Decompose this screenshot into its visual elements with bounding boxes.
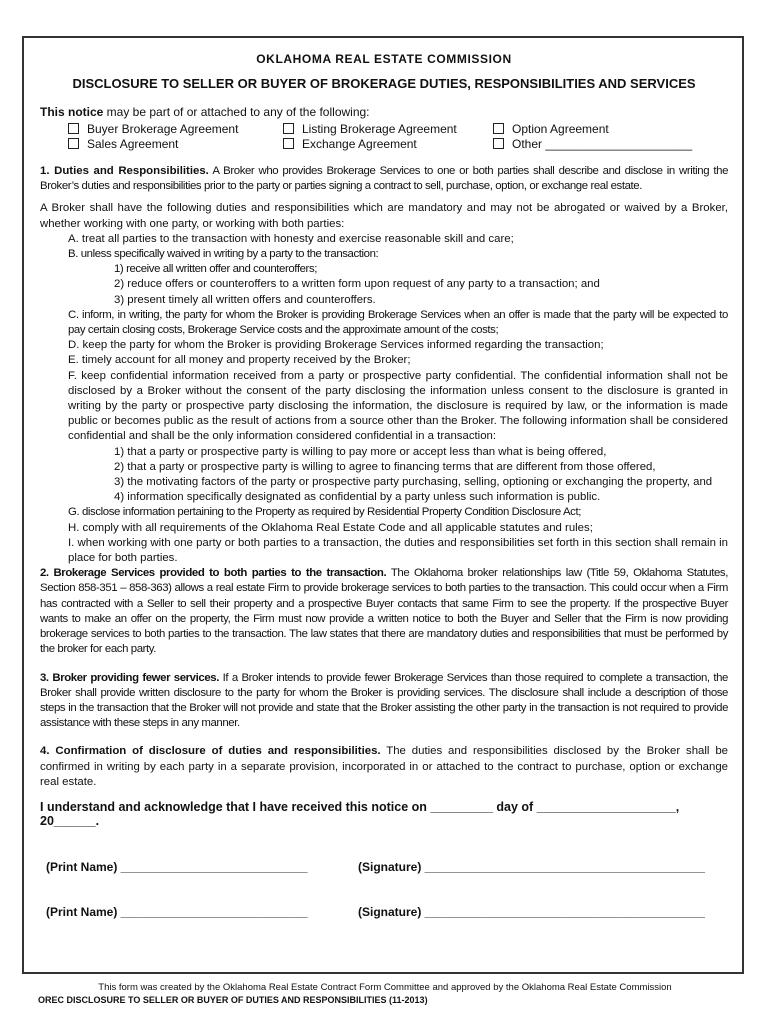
notice-line bbox=[40, 105, 728, 119]
duty-e: E. timely account for all money and property received by the Broker; bbox=[68, 354, 411, 367]
duty-b-3: 3) present timely all written offers and counteroffers. bbox=[114, 293, 376, 306]
notice-text: may be part of or attached to any of the following: bbox=[103, 105, 370, 119]
checkbox-icon[interactable] bbox=[493, 123, 504, 134]
checkbox-icon[interactable] bbox=[68, 138, 79, 149]
duty-b: B. unless specifically waived in writing by a party to the transaction: bbox=[68, 248, 379, 261]
duty-i: I. when working with one party or both parties to a transaction, the duties and responsibilities set forth in this section shall remain in place for both parties. bbox=[68, 536, 728, 565]
form-content bbox=[40, 38, 728, 919]
footer-credit: This form was created by the Oklahoma Real Estate Contract Form Committee and approved by the Oklahoma Real Estate Commission bbox=[98, 982, 672, 993]
checkbox-icon[interactable] bbox=[283, 123, 294, 134]
option-exchange-agreement[interactable]: Exchange Agreement bbox=[283, 137, 493, 151]
print-name-field[interactable]: (Print Name) ____________________________ bbox=[46, 859, 308, 874]
checkbox-icon[interactable] bbox=[493, 138, 504, 149]
checkbox-icon[interactable] bbox=[283, 138, 294, 149]
checkbox-icon[interactable] bbox=[68, 123, 79, 134]
signature-field[interactable]: (Signature) __________________________________________ bbox=[358, 904, 705, 919]
duty-h: H. comply with all requirements of the Oklahoma Real Estate Code and all applicable statutes and rules; bbox=[68, 521, 593, 534]
footer-form-id: OREC DISCLOSURE TO SELLER OR BUYER OF DUTIES AND RESPONSIBILITIES (11-2013) bbox=[38, 995, 428, 1005]
signature-field[interactable]: (Signature) __________________________________________ bbox=[358, 859, 705, 874]
duty-f-1: 1) that a party or prospective party is willing to pay more or accept less than what is being offered, bbox=[114, 445, 607, 458]
notice-lead: This notice bbox=[40, 105, 104, 119]
duty-c: C. inform, in writing, the party for whom the Broker is providing Brokerage Services when an offer is made that the party will be expected to pay certain closing costs, Brokerage Service costs and the approximate amount of the costs; bbox=[68, 308, 728, 337]
duty-f-4: 4) information specifically designated as confidential by a party unless such information is public. bbox=[114, 491, 601, 504]
acknowledgement-line[interactable]: I understand and acknowledge that I have received this notice on _________ day of ____________________, 20______. bbox=[40, 799, 680, 828]
commission-name: OKLAHOMA REAL ESTATE COMMISSION bbox=[256, 52, 512, 66]
duty-f: F. keep confidential information received from a party or prospective party confidential. The confidential information shall not be disclosed by a Broker without the consent of the party disclosing the information unless consent to the disclosure is granted in writing by the party or prospective party disclosing the information, the disclosure is required by law, or the information is made public or becomes public as the result of actions from a source other than the Broker. The following information shall be considered confidential and shall be the only information considered confidential in a transaction: bbox=[68, 369, 728, 443]
section-2: 2. Brokerage Services provided to both parties to the transaction. The Oklahoma broker relationships law (Title 59, Oklahoma Statutes, Section 858-351 – 858-363) allows a real estate Firm to provide brokerage services to both parties to the transaction. This could occur when a Firm has contracted with a Seller to sell their property and a prospective Buyer contacts that same Firm to see the property. If the prospective Buyer wants to make an offer on the property, the Firm must now provide a written notice to both the Buyer and Seller that the Firm is now providing brokerage services to both parties to the transaction. The law states that there are mandatory duties and responsibilities that must be performed by the broker for each party. bbox=[40, 567, 728, 656]
duty-f-3: 3) the motivating factors of the party or prospective party purchasing, selling, optioning or exchanging the property, and bbox=[114, 476, 713, 489]
form-frame bbox=[22, 36, 744, 974]
duty-g: G. disclose information pertaining to the Property as required by Residential Property Condition Disclosure Act; bbox=[68, 506, 581, 519]
option-buyer-brokerage[interactable]: Buyer Brokerage Agreement bbox=[68, 122, 283, 136]
duty-f-2: 2) that a party or prospective party is willing to agree to financing terms that are different from those offered, bbox=[114, 460, 656, 473]
section-3: 3. Broker providing fewer services. If a Broker intends to provide fewer Brokerage Services than those required to complete a transaction, the Broker shall provide written disclosure to the party for whom the Broker is providing services. The disclosure shall include a description of those steps in the transaction that the Broker will not provide and state that the Broker assisting the other party in the transaction is not required to provide assistance with these steps in any manner. bbox=[40, 671, 728, 730]
signature-row-2 bbox=[46, 905, 728, 919]
duty-d: D. keep the party for whom the Broker is providing Brokerage Services informed regarding the transaction; bbox=[68, 339, 604, 352]
form-title: DISCLOSURE TO SELLER OR BUYER OF BROKERAGE DUTIES, RESPONSIBILITIES AND SERVICES bbox=[72, 76, 696, 91]
agreement-options bbox=[68, 122, 728, 151]
print-name-field[interactable]: (Print Name) ____________________________ bbox=[46, 904, 308, 919]
option-listing-brokerage[interactable]: Listing Brokerage Agreement bbox=[283, 122, 493, 136]
form-body bbox=[40, 164, 728, 790]
section-4: 4. Confirmation of disclosure of duties and responsibilities. The duties and responsibilities disclosed by the Broker shall be confirmed in writing by each party in a separate provision, incorporated in or attached to the contract to purchase, option or exchange real estate. bbox=[40, 745, 728, 788]
duty-b-1: 1) receive all written offer and counteroffers; bbox=[114, 263, 318, 276]
section-1-duties-intro: A Broker shall have the following duties and responsibilities which are mandatory and may not be abrogated or waived by a Broker, whether working with one party, or working with both parties: bbox=[40, 202, 728, 230]
duty-b-2: 2) reduce offers or counteroffers to a written form upon request of any party to a transaction; and bbox=[114, 278, 600, 291]
option-other[interactable]: Other ______________________ bbox=[493, 137, 693, 151]
option-option-agreement[interactable]: Option Agreement bbox=[493, 122, 693, 136]
section-1-intro: 1. Duties and Responsibilities. A Broker who provides Brokerage Services to one or both parties shall describe and disclose in writing the Broker’s duties and responsibilities prior to the party or parties signing a contract to sell, purchase, option, or exchange real estate. bbox=[40, 165, 728, 193]
option-sales-agreement[interactable]: Sales Agreement bbox=[68, 137, 283, 151]
duty-a: A. treat all parties to the transaction with honesty and exercise reasonable skill and care; bbox=[68, 232, 514, 245]
signature-row-1 bbox=[46, 860, 728, 874]
